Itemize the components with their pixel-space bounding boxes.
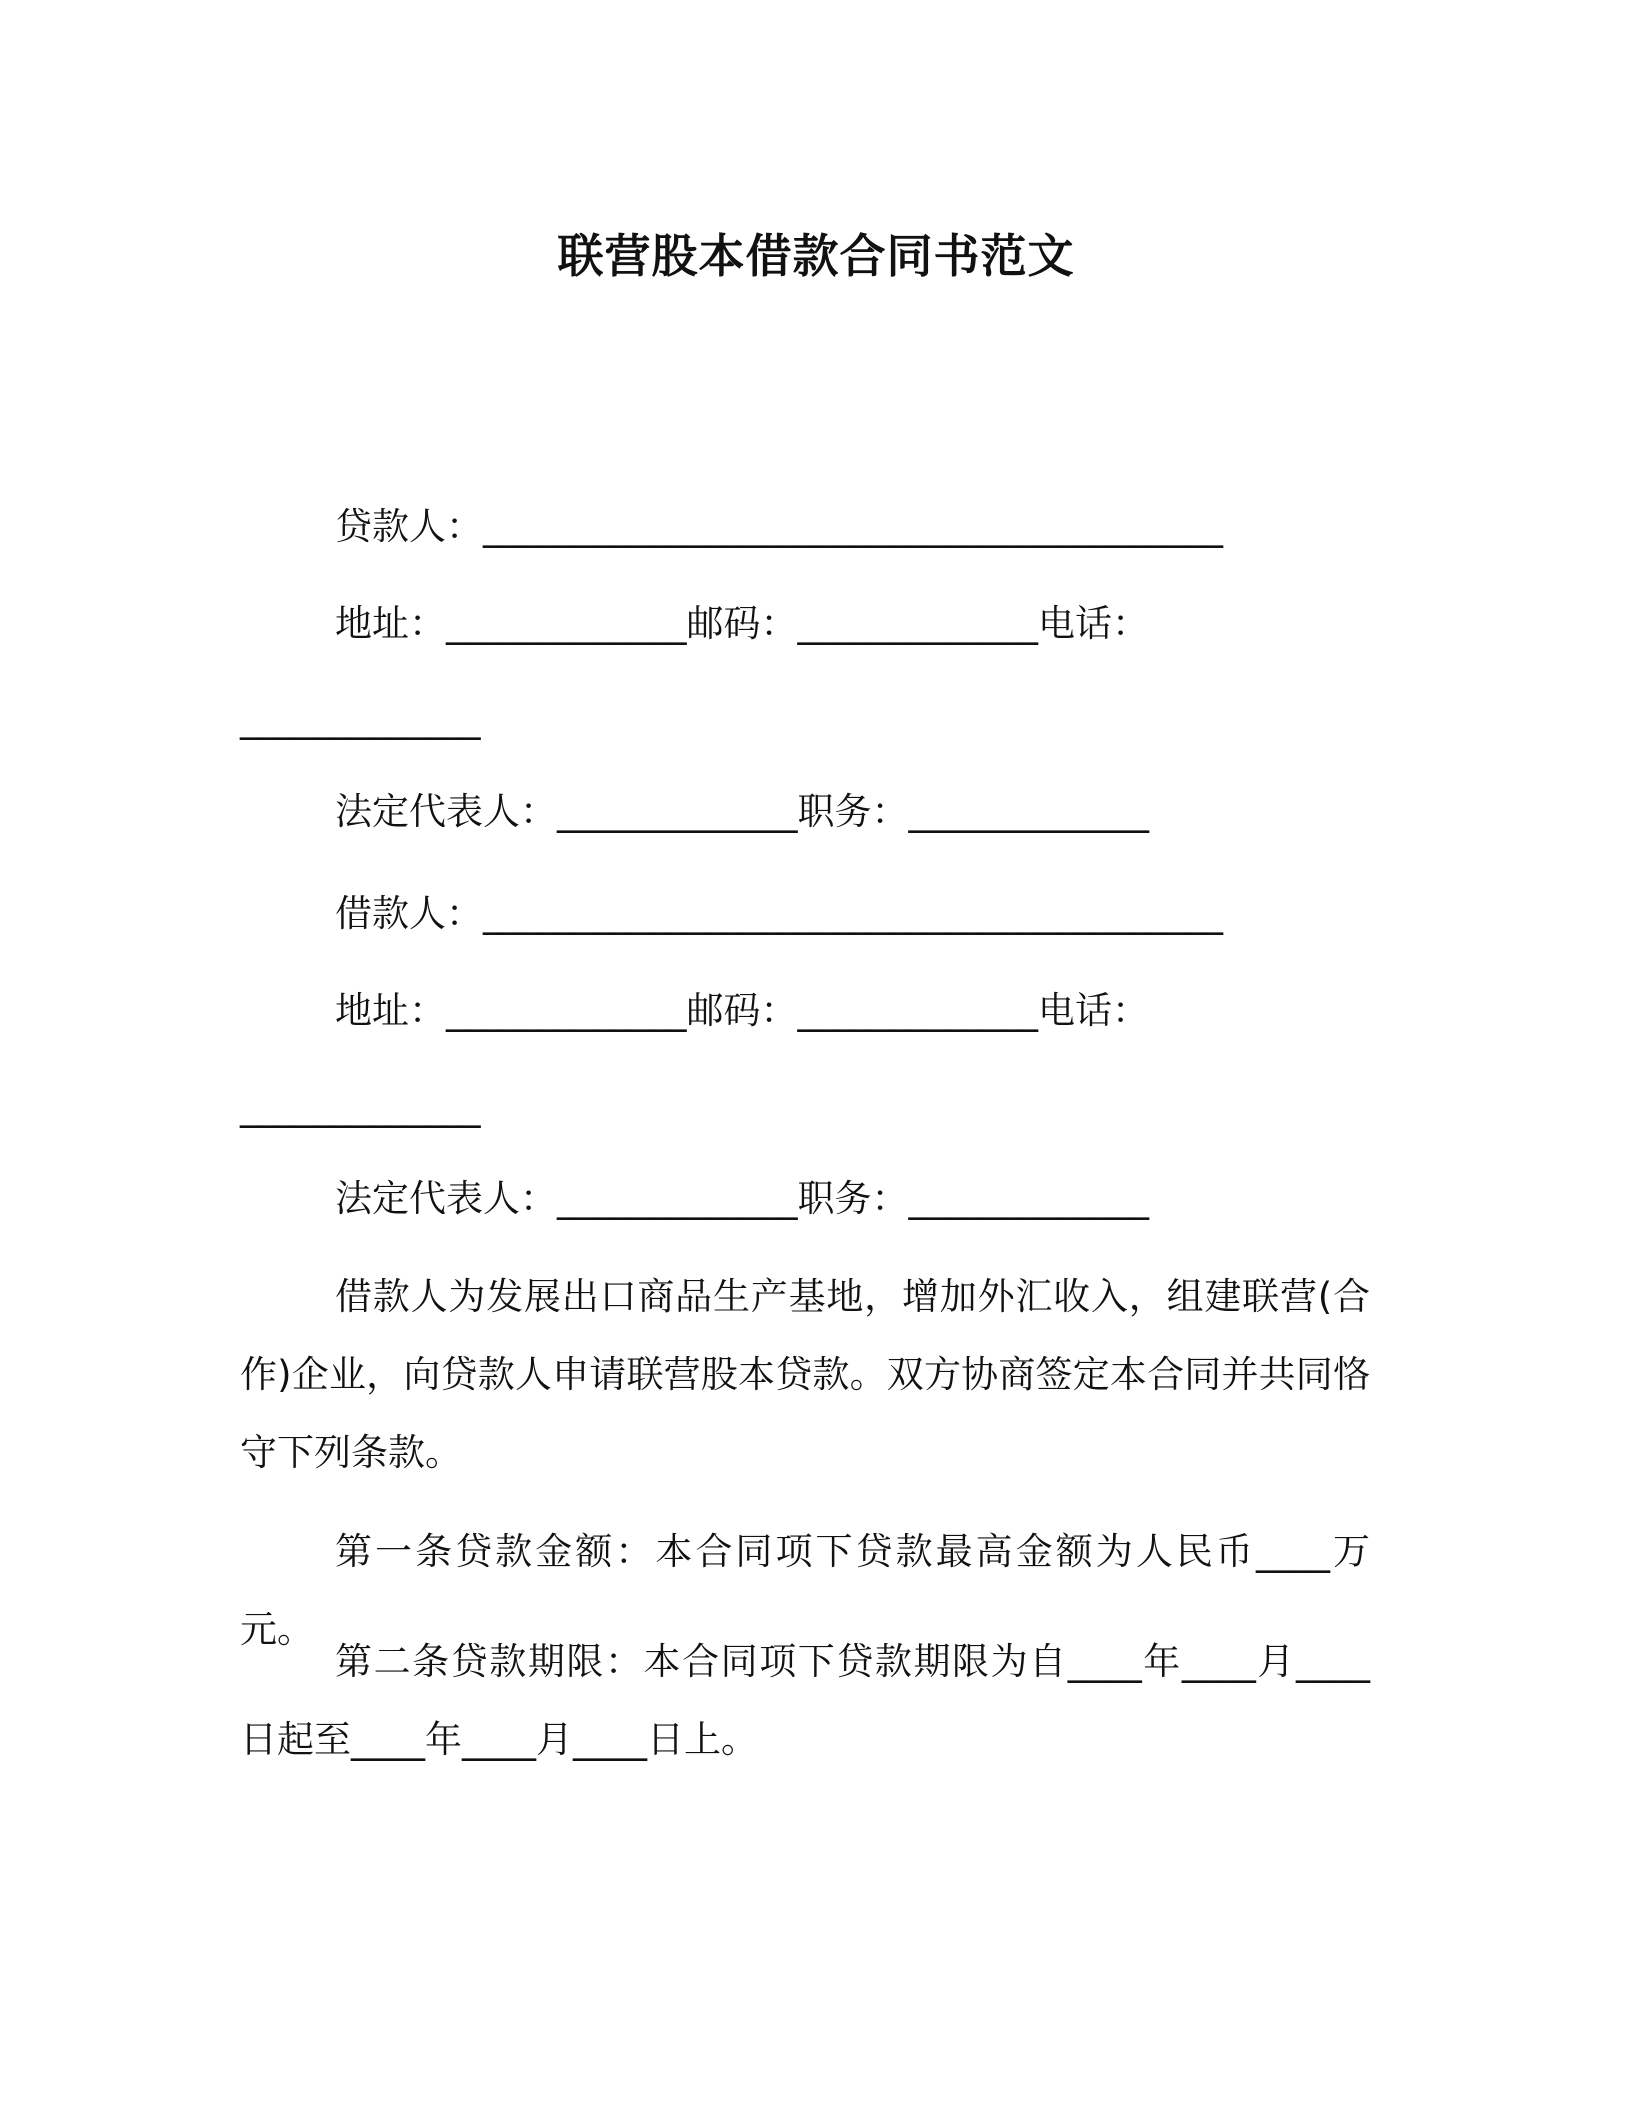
document-title: 联营股本借款合同书范文	[557, 229, 1075, 283]
article-1-paragraph: 第一条贷款金额：本合同项下贷款最高金额为人民币____万元。	[240, 1530, 1370, 1651]
lender-representative-line: 法定代表人：_____________职务：_____________	[335, 790, 1149, 833]
lender-name-line: 贷款人：________________________________________	[335, 505, 1223, 548]
article-2-paragraph: 第二条贷款期限：本合同项下贷款期限为自____年____月____日起至____年____月____日上。	[240, 1640, 1370, 1761]
lender-phone-blank: _____________	[240, 697, 481, 740]
borrower-name-line: 借款人：________________________________________	[335, 892, 1223, 935]
borrower-address-line: 地址：_____________邮码：_____________电话：	[335, 989, 1149, 1032]
borrower-representative-line: 法定代表人：_____________职务：_____________	[335, 1177, 1149, 1220]
lender-address-line: 地址：_____________邮码：_____________电话：	[335, 602, 1149, 645]
preamble-paragraph: 借款人为发展出口商品生产基地，增加外汇收入，组建联营(合作)企业，向贷款人申请联营股本贷款。双方协商签定本合同并共同恪守下列条款。	[240, 1275, 1370, 1474]
borrower-phone-blank: _____________	[240, 1085, 481, 1128]
